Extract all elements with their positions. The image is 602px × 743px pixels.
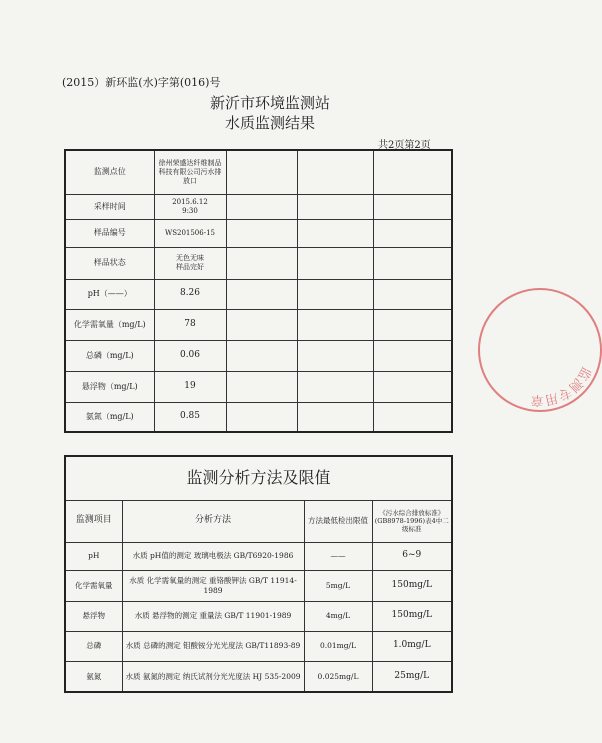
sampling-time-cell	[154, 194, 226, 219]
param-value: 0.06	[154, 340, 226, 371]
official-seal	[478, 288, 602, 412]
method-limit: 5mg/L	[304, 570, 372, 601]
table-row	[65, 661, 452, 692]
empty-cell	[226, 309, 297, 340]
col-header-standard: 《污水综合排放标准》(GB8978-1996)表4中二级标准	[372, 500, 452, 542]
empty-cell	[373, 247, 452, 279]
table-row	[65, 309, 452, 340]
sampling-date: 2015.6.12	[172, 197, 208, 206]
empty-cell	[226, 150, 297, 194]
document-number: (2015）新环监(水)字第(016)号	[62, 76, 221, 89]
sampling-time-label: 采样时间	[65, 194, 154, 219]
table-row	[65, 500, 452, 542]
empty-cell	[373, 371, 452, 402]
empty-cell	[297, 309, 373, 340]
empty-cell	[373, 194, 452, 219]
param-value: 19	[154, 371, 226, 402]
sample-no: WS201506-15	[154, 219, 226, 247]
empty-cell	[226, 279, 297, 309]
method-standard: 1.0mg/L	[372, 631, 452, 661]
empty-cell	[226, 371, 297, 402]
empty-cell	[297, 219, 373, 247]
method-desc: 水质 悬浮物的测定 重量法 GB/T 11901-1989	[122, 601, 304, 631]
table-row	[65, 150, 452, 194]
empty-cell	[226, 219, 297, 247]
col-header-method: 分析方法	[122, 500, 304, 542]
col-header-limit: 方法最低检出限值	[304, 500, 372, 542]
param-name: 化学需氧量（mg/L)	[65, 309, 154, 340]
param-name: 悬浮物（mg/L)	[65, 371, 154, 402]
param-name: pH（——）	[65, 279, 154, 309]
col-header-item: 监测项目	[65, 500, 122, 542]
organization-title: 新沂市环境监测站	[209, 94, 330, 112]
table-row	[65, 279, 452, 309]
empty-cell	[226, 340, 297, 371]
method-item: 化学需氧量	[65, 570, 122, 601]
table-row	[65, 570, 452, 601]
method-limit: 0.01mg/L	[304, 631, 372, 661]
param-name: 总磷（mg/L)	[65, 340, 154, 371]
method-limit: ——	[304, 542, 372, 570]
method-item: 悬浮物	[65, 601, 122, 631]
report-title: 水质监测结果	[224, 114, 315, 132]
empty-cell	[373, 309, 452, 340]
empty-cell	[297, 247, 373, 279]
sample-state-cell	[154, 247, 226, 279]
empty-cell	[297, 402, 373, 432]
method-desc: 水质 pH值的测定 玻璃电极法 GB/T6920-1986	[122, 542, 304, 570]
site-value: 徐州荣盛达纤维制品科技有限公司污水排放口	[154, 150, 226, 194]
param-value: 78	[154, 309, 226, 340]
method-item: pH	[65, 542, 122, 570]
param-value: 8.26	[154, 279, 226, 309]
empty-cell	[297, 150, 373, 194]
page-info: 共2页第2页	[378, 140, 431, 151]
method-item: 总磷	[65, 631, 122, 661]
empty-cell	[297, 279, 373, 309]
method-limit: 0.025mg/L	[304, 661, 372, 692]
method-desc: 水质 总磷的测定 钼酸铵分光光度法 GB/T11893-89	[122, 631, 304, 661]
sample-state-label: 样品状态	[65, 247, 154, 279]
param-value: 0.85	[154, 402, 226, 432]
table-row	[65, 631, 452, 661]
methods-table	[64, 455, 453, 693]
table-row	[65, 219, 452, 247]
empty-cell	[373, 340, 452, 371]
sample-state-line: 样品完好	[176, 263, 204, 271]
method-limit: 4mg/L	[304, 601, 372, 631]
method-standard: 25mg/L	[372, 661, 452, 692]
empty-cell	[373, 279, 452, 309]
sample-no-label: 样品编号	[65, 219, 154, 247]
empty-cell	[373, 402, 452, 432]
site-label: 监测点位	[65, 150, 154, 194]
table-row	[65, 194, 452, 219]
param-name: 氨氮（mg/L)	[65, 402, 154, 432]
empty-cell	[226, 247, 297, 279]
table-row	[65, 371, 452, 402]
empty-cell	[226, 194, 297, 219]
method-standard: 150mg/L	[372, 570, 452, 601]
empty-cell	[373, 150, 452, 194]
empty-cell	[373, 219, 452, 247]
method-item: 氨氮	[65, 661, 122, 692]
empty-cell	[226, 402, 297, 432]
table-row	[65, 247, 452, 279]
table-row	[65, 402, 452, 432]
table-row	[65, 542, 452, 570]
sample-state-line: 无色无味	[176, 254, 204, 263]
svg-text:监测专用章	[526, 352, 595, 410]
sampling-time: 9:30	[182, 206, 198, 215]
empty-cell	[297, 340, 373, 371]
table-row	[65, 601, 452, 631]
method-desc: 水质 化学需氧量的测定 重铬酸钾法 GB/T 11914-1989	[122, 570, 304, 601]
method-desc: 水质 氨氮的测定 纳氏试剂分光光度法 HJ 535-2009	[122, 661, 304, 692]
empty-cell	[297, 371, 373, 402]
method-standard: 150mg/L	[372, 601, 452, 631]
seal-text: 监测专用章	[530, 364, 594, 408]
table-row	[65, 340, 452, 371]
methods-title: 监测分析方法及限值	[65, 456, 452, 500]
table-row	[65, 456, 452, 500]
empty-cell	[297, 194, 373, 219]
method-standard: 6~9	[372, 542, 452, 570]
results-table	[64, 149, 453, 433]
